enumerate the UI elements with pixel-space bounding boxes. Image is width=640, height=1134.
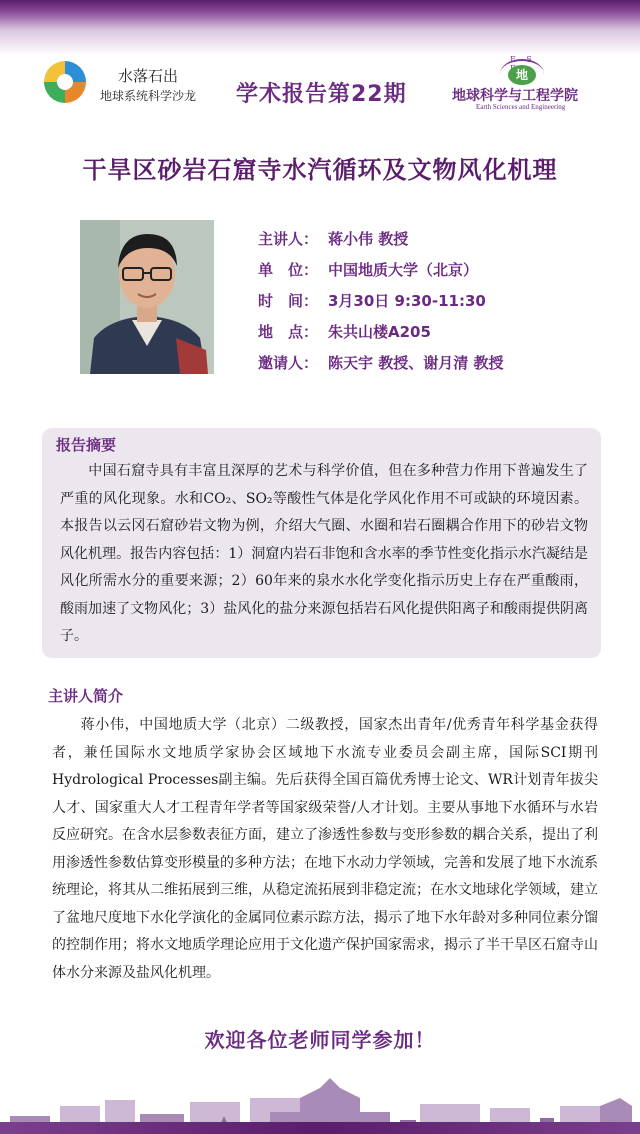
- abstract-text: [60, 458, 588, 651]
- info-label: 邀请人：: [258, 354, 319, 372]
- info-label: 地 点：: [258, 323, 319, 341]
- info-label: 单 位：: [258, 261, 319, 279]
- bio-body: 蒋小伟，中国地质大学（北京）二级教授，国家杰出青年/优秀青年科学基金获得者，兼任国际水文地质学家协会区域地下水流专业委员会副主席，国际SCI期刊Hydrological Processes副主编。先后获得全国百篇优秀博士论文、WR计划青年拔尖人才、国家重大人才工程青年学者等国家级荣誉/人才计划。主要从事地下水循环与水岩反应研究。在含水层参数表征方面，建立了渗透性参数与变形参数的耦合关系，提出了利用渗透性参数估算变形模量的多种方法；在地下水动力学领域，完善和发展了地下水流系统理论，将其从二维拓展到三维，从稳定流拓展到非稳定流；在水文地球化学领域，建立了盆地尺度地下水化学演化的金属同位素示踪方法，揭示了地下水年龄对多种同位素分馏的控制作用；将水文地质学理论应用于文化遗产保护国家需求，揭示了半干旱区石窟寺山体水分来源及盐风化机理。: [52, 717, 598, 981]
- school-name-en: Earth Sciences and Engineering: [476, 103, 566, 111]
- speaker-portrait-icon: [80, 220, 214, 374]
- abstract-heading: 报告摘要: [56, 436, 117, 454]
- school-logo-letters: E S: [510, 55, 536, 64]
- info-label: 主讲人：: [258, 230, 319, 248]
- talk-info: [258, 228, 503, 383]
- bottom-bar: [0, 1122, 640, 1134]
- info-affiliation: [258, 259, 503, 290]
- info-value: 3月30日 9:30-11:30: [328, 292, 486, 310]
- talk-title: 干旱区砂岩石窟寺水汽循环及文物风化机理: [82, 156, 558, 184]
- info-value: 朱共山楼A205: [328, 323, 431, 341]
- header: [0, 55, 640, 125]
- salon-logo-icon: [44, 61, 86, 103]
- info-location: [258, 321, 503, 352]
- issue-title: 学术报告第22期: [236, 82, 407, 107]
- salon-subtitle: 地球系统科学沙龙: [100, 89, 197, 103]
- info-label: 时 间：: [258, 292, 319, 310]
- speaker-photo: [80, 220, 214, 374]
- welcome-message: 欢迎各位老师同学参加！: [204, 1028, 436, 1052]
- info-time: [258, 290, 503, 321]
- info-value: 蒋小伟 教授: [328, 230, 409, 248]
- salon-name: 水落石出: [118, 67, 179, 85]
- info-value: 中国地质大学（北京）: [328, 261, 479, 279]
- bio-text: [52, 712, 598, 987]
- info-speaker: [258, 228, 503, 259]
- school-name: 地球科学与工程学院: [452, 88, 578, 104]
- info-host: [258, 352, 503, 383]
- abstract-section: [42, 428, 601, 658]
- info-value: 陈天宇 教授、谢月清 教授: [328, 354, 504, 372]
- abstract-body: 中国石窟寺具有丰富且深厚的艺术与科学价值，但在多种营力作用下普遍发生了严重的风化现象。水和CO₂、SO₂等酸性气体是化学风化作用不可或缺的环境因素。本报告以云冈石窟砂岩文物为例，介绍大气圈、水圈和岩石圈耦合作用下的砂岩文物风化机理。报告内容包括：1）洞窟内岩石非饱和含水率的季节性变化指示水汽凝结是风化所需水分的重要来源；2）60年来的泉水水化学变化指示历史上存在严重酸雨，酸雨加速了文物风化；3）盐风化的盐分来源包括岩石风化提供阳离子和酸雨提供阴离子。: [60, 463, 588, 644]
- school-logo-glyph: 地: [508, 65, 536, 85]
- bio-heading: 主讲人简介: [48, 687, 124, 705]
